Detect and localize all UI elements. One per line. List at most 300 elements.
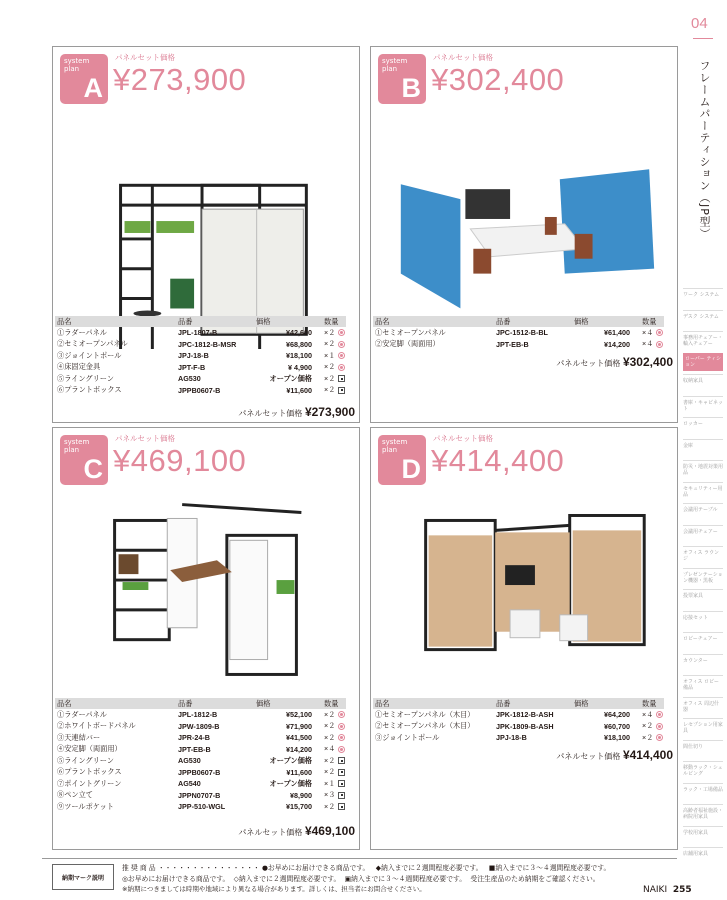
cell-text: JPR-24-B <box>178 733 210 743</box>
table-cell <box>574 710 630 719</box>
plan-card-b <box>370 46 678 423</box>
set-total <box>556 748 673 762</box>
cell-text: ¥60,700 <box>604 721 630 731</box>
cell-text: ③天連結バー <box>57 732 101 742</box>
cell-text: ×２ <box>324 373 336 383</box>
table-cell <box>256 768 312 777</box>
table-header-cell: 品番 <box>178 698 193 708</box>
recommended-mark-icon <box>338 352 345 359</box>
cell-text: ¥71,900 <box>286 721 312 731</box>
cell-text: ×４ <box>642 709 654 719</box>
table-cell <box>178 802 256 811</box>
cell-text: ¥18,100 <box>604 733 630 743</box>
recommended-mark-icon <box>338 746 345 753</box>
table-cell <box>630 733 664 743</box>
table-cell <box>312 710 346 720</box>
cell-text: ×２ <box>324 721 336 731</box>
table-cell <box>373 339 496 349</box>
table-cell <box>256 710 312 719</box>
recommended-mark-icon <box>656 734 663 741</box>
cell-text: ④安定脚（両面用） <box>57 744 122 754</box>
table-row <box>55 755 346 767</box>
set-total-label: パネルセット価格 <box>238 409 303 418</box>
table-cell <box>55 339 178 349</box>
table-header-cell: 品番 <box>496 698 511 708</box>
cell-text: ×４ <box>642 327 654 337</box>
table-header-cell: 数量 <box>642 316 657 326</box>
legend-mark-4: ◎お早めにお届けできる商品です。 <box>122 875 230 883</box>
cell-text: オープン価格 <box>269 755 312 765</box>
table-row <box>55 709 346 721</box>
recommended-mark-icon <box>656 711 663 718</box>
footer-brand: NAIKI <box>643 885 668 895</box>
sidebar-nav-item[interactable]: プレゼンテーション機器・黒板 <box>683 568 723 584</box>
sidebar-nav-item[interactable]: ロビーチェアー <box>683 632 723 642</box>
sidebar-nav-item[interactable]: 店舗用家具 <box>683 847 723 857</box>
table-cell <box>256 733 312 742</box>
cell-text: ①ラダーパネル <box>57 327 107 337</box>
table-header-cell: 品名 <box>375 698 390 708</box>
cell-text: ¥15,700 <box>286 802 312 812</box>
table-cell <box>312 767 346 777</box>
table-row <box>55 373 346 385</box>
table-cell <box>55 710 178 720</box>
table-cell <box>55 362 178 372</box>
recommended-mark-icon <box>338 723 345 730</box>
table-cell <box>574 722 630 731</box>
table-cell <box>312 744 346 754</box>
set-total-label: パネルセット価格 <box>556 752 621 761</box>
cell-text: JPJ-18-B <box>496 733 527 743</box>
table-cell <box>312 790 346 800</box>
plan-badge <box>378 54 426 104</box>
delivery-mark-icon <box>338 769 345 776</box>
table-row <box>373 732 664 744</box>
table-header-cell: 価格 <box>574 698 589 708</box>
cell-text: ¥52,100 <box>286 710 312 720</box>
cell-text: ⑤ライングリーン <box>57 755 114 765</box>
table-cell <box>312 721 346 731</box>
table-row <box>373 721 664 733</box>
plan-card-c <box>52 427 360 850</box>
table-cell <box>373 328 496 338</box>
table-row <box>55 744 346 756</box>
set-price-label: パネルセット価格 <box>115 434 175 443</box>
parts-table-c <box>55 698 346 813</box>
cell-text: オープン価格 <box>269 373 312 383</box>
sidebar-nav-item[interactable]: 会議用テーブル <box>683 503 723 513</box>
table-row <box>373 339 664 351</box>
table-row <box>55 732 346 744</box>
table-header <box>55 316 346 327</box>
table-cell <box>256 745 312 754</box>
set-total <box>238 824 355 838</box>
table-cell <box>312 328 346 338</box>
sidebar-nav-item[interactable]: ローパー ティション <box>683 353 723 371</box>
table-header <box>373 316 664 327</box>
set-price-label: パネルセット価格 <box>115 53 175 62</box>
table-row <box>55 767 346 779</box>
cell-text: JPL-1807-B <box>178 328 218 338</box>
cell-text: ①セミオープンパネル <box>375 327 446 337</box>
table-cell <box>178 351 256 360</box>
recommended-mark-icon <box>338 734 345 741</box>
cell-text: ¥42,600 <box>286 328 312 338</box>
table-cell <box>312 385 346 395</box>
table-cell <box>373 721 496 731</box>
sidebar-nav-item[interactable]: オフィス 周辺什器 <box>683 697 723 713</box>
cell-text: ①セミオープンパネル（木目） <box>375 709 475 719</box>
delivery-mark-icon <box>338 757 345 764</box>
cell-text: JPC-1512-B-BL <box>496 328 548 338</box>
cell-text: ②安定脚（両面用） <box>375 339 440 349</box>
cell-text: JPC-1812-B-MSR <box>178 339 237 349</box>
sidebar-nav-item[interactable]: カウンター <box>683 654 723 664</box>
legend-line-2 <box>122 873 600 883</box>
cell-text: ⑤ライングリーン <box>57 373 114 383</box>
plan-label: system plan <box>382 57 408 73</box>
plan-letter: C <box>83 454 103 484</box>
plan-card-d <box>370 427 678 850</box>
cell-text: JPPB0607-B <box>178 385 221 395</box>
table-cell <box>312 374 346 384</box>
legend-mark-7: 受注生産品のため納期をご確認ください。 <box>470 875 600 883</box>
recommended-mark-icon <box>338 329 345 336</box>
cell-text: ×４ <box>642 339 654 349</box>
sidebar-nav-item[interactable]: オフィス ロビー備品 <box>683 675 723 691</box>
table-cell <box>55 385 178 395</box>
table-cell <box>630 339 664 349</box>
cell-text: ×２ <box>324 801 336 811</box>
cell-text: ②セミオープンパネル（木目） <box>375 721 475 731</box>
sidebar-nav-item[interactable]: ラック・工場備品 <box>683 783 723 793</box>
table-cell <box>312 351 346 361</box>
delivery-mark-icon <box>338 803 345 810</box>
cell-text: ¥11,600 <box>286 385 312 395</box>
legend-mark-1: ●お早めにお届けできる商品です。 <box>261 864 370 872</box>
set-total-label: パネルセット価格 <box>556 359 621 368</box>
cell-text: ⑦ポイントグリーン <box>57 778 122 788</box>
table-cell <box>55 744 178 754</box>
cell-text: JPT-F-B <box>178 362 206 372</box>
table-cell <box>256 340 312 349</box>
table-row <box>55 339 346 351</box>
plan-badge <box>378 435 426 485</box>
table-cell <box>256 328 312 337</box>
table-cell <box>574 328 630 337</box>
sidebar-nav-item[interactable]: 金庫 <box>683 439 723 449</box>
table-cell <box>178 768 256 777</box>
table-header <box>55 698 346 709</box>
cell-text: ×２ <box>642 721 654 731</box>
plan-price: ¥469,100 <box>113 443 247 478</box>
table-cell <box>312 339 346 349</box>
table-cell <box>256 363 312 372</box>
table-header-cell: 価格 <box>256 316 271 326</box>
cell-text: ¥61,400 <box>604 328 630 338</box>
sidebar-nav-item[interactable]: 間仕切り <box>683 740 723 750</box>
plan-badge <box>60 435 108 485</box>
parts-table-a <box>55 316 346 396</box>
cell-text: ×２ <box>324 732 336 742</box>
table-header-cell: 数量 <box>324 316 339 326</box>
cell-text: AG530 <box>178 374 201 384</box>
table-cell <box>312 362 346 372</box>
table-cell <box>55 802 178 812</box>
table-cell <box>496 710 574 719</box>
table-row <box>55 801 346 813</box>
set-total-value: ¥414,400 <box>622 748 673 762</box>
product-photo-a <box>53 109 359 349</box>
page-number: 04 <box>691 15 708 32</box>
cell-text: JPT-EB-B <box>496 339 529 349</box>
sidebar-nav-item[interactable]: 高齢者福祉施設・病院用家具 <box>683 804 723 820</box>
table-header-cell: 価格 <box>574 316 589 326</box>
set-total <box>556 355 673 369</box>
table-cell <box>256 386 312 395</box>
table-header-cell: 品名 <box>57 698 72 708</box>
table-cell <box>630 710 664 720</box>
cell-text: ④床固定金具 <box>57 362 101 372</box>
sidebar-nav-item[interactable]: ワーク システム <box>683 288 723 298</box>
table-cell <box>178 374 256 383</box>
table-cell <box>178 722 256 731</box>
product-photo-c <box>53 490 359 690</box>
product-photo-d <box>371 490 677 690</box>
sidebar-nav-item[interactable]: デスク システム <box>683 310 723 320</box>
cell-text: JPK-1812-B-ASH <box>496 710 554 720</box>
table-cell <box>55 721 178 731</box>
recommended-mark-icon <box>656 723 663 730</box>
cell-text: ⑧ペン立て <box>57 790 93 800</box>
table-row <box>373 709 664 721</box>
cell-text: ×２ <box>324 767 336 777</box>
table-row <box>55 350 346 362</box>
recommended-mark-icon <box>338 711 345 718</box>
table-cell <box>574 733 630 742</box>
legend-box: 納期マーク説明 <box>52 864 114 890</box>
cell-text: JPJ-18-B <box>178 351 209 361</box>
table-cell <box>373 733 496 743</box>
cell-text: ×１ <box>324 350 336 360</box>
table-cell <box>496 722 574 731</box>
table-row <box>55 327 346 339</box>
table-row <box>55 362 346 374</box>
cell-text: ×２ <box>642 732 654 742</box>
table-cell <box>373 710 496 720</box>
table-row <box>55 721 346 733</box>
sidebar-nav-item[interactable]: 応接セット <box>683 611 723 621</box>
table-cell <box>312 756 346 766</box>
table-cell <box>496 340 574 349</box>
table-cell <box>256 722 312 731</box>
sidebar-nav-item[interactable]: レセプション用家具 <box>683 718 723 734</box>
table-cell <box>256 791 312 800</box>
cell-text: ¥41,500 <box>286 733 312 743</box>
table-cell <box>630 721 664 731</box>
legend-line-1 <box>122 862 610 872</box>
sidebar-nav-item[interactable]: 投票家具 <box>683 589 723 599</box>
cell-text: JPPN0707-B <box>178 790 221 800</box>
table-cell <box>312 733 346 743</box>
cell-text: ⑨ツールポケット <box>57 801 114 811</box>
table-row <box>55 385 346 397</box>
cell-text: ×３ <box>324 790 336 800</box>
plan-card-a <box>52 46 360 423</box>
plan-price: ¥302,400 <box>431 62 565 97</box>
table-cell <box>256 351 312 360</box>
sidebar-nav-item[interactable]: 学校用家具 <box>683 826 723 836</box>
cell-text: AG530 <box>178 756 201 766</box>
cell-text: ¥18,100 <box>286 351 312 361</box>
table-cell <box>178 710 256 719</box>
set-price-label: パネルセット価格 <box>433 53 493 62</box>
table-cell <box>256 374 312 384</box>
legend-mark-2: ◆納入までに２週間程度必要です。 <box>375 864 483 872</box>
table-cell <box>178 756 256 765</box>
cell-text: ×２ <box>324 385 336 395</box>
cell-text: ×２ <box>324 327 336 337</box>
set-total-value: ¥302,400 <box>622 355 673 369</box>
cell-text: ×４ <box>324 744 336 754</box>
cell-text: JPPB0607-B <box>178 767 221 777</box>
table-cell <box>55 351 178 361</box>
set-price-label: パネルセット価格 <box>433 434 493 443</box>
table-header-cell: 数量 <box>642 698 657 708</box>
legend-mark-5: ◇納入までに２週間程度必要です。 <box>233 875 341 883</box>
plan-label: system plan <box>64 438 90 454</box>
sidebar-nav-item[interactable]: 会議用チェアー <box>683 525 723 535</box>
legend-mark-3: ■納入までに３～４週間程度必要です。 <box>488 864 611 872</box>
cell-text: ¥8,900 <box>290 790 312 800</box>
table-cell <box>178 791 256 800</box>
sidebar-nav-item[interactable]: セキュリティー用品 <box>683 482 723 498</box>
table-cell <box>574 340 630 349</box>
table-cell <box>178 386 256 395</box>
recommended-mark-icon <box>338 341 345 348</box>
table-row <box>55 778 346 790</box>
plan-letter: A <box>83 73 103 103</box>
table-cell <box>55 328 178 338</box>
sidebar-nav-item[interactable]: 事務用チェアー・輪入チェアー <box>683 331 723 347</box>
table-cell <box>312 802 346 812</box>
delivery-mark-icon <box>338 780 345 787</box>
cell-text: ×２ <box>324 755 336 765</box>
cell-text: JPK-1809-B-ASH <box>496 721 554 731</box>
cell-text: ¥68,800 <box>286 339 312 349</box>
cell-text: ⑥プラントボックス <box>57 385 122 395</box>
table-cell <box>256 802 312 811</box>
cell-text: AG540 <box>178 779 201 789</box>
table-cell <box>178 363 256 372</box>
table-header-cell: 価格 <box>256 698 271 708</box>
recommended-mark-icon <box>338 364 345 371</box>
delivery-mark-icon <box>338 375 345 382</box>
cell-text: ②セミオープンパネル <box>57 339 128 349</box>
cell-text: ×２ <box>324 362 336 372</box>
plan-letter: D <box>401 454 421 484</box>
cell-text: オープン価格 <box>269 778 312 788</box>
page-footer <box>643 885 692 895</box>
table-cell <box>256 779 312 789</box>
table-header-cell: 品番 <box>496 316 511 326</box>
table-cell <box>178 745 256 754</box>
table-cell <box>178 779 256 788</box>
plan-letter: B <box>401 73 421 103</box>
table-cell <box>55 733 178 743</box>
cell-text: ②ホワイトボードパネル <box>57 721 136 731</box>
set-total-label: パネルセット価格 <box>238 828 303 837</box>
sidebar-nav-item[interactable]: ロッカー <box>683 417 723 427</box>
delivery-mark-legend <box>42 858 677 895</box>
table-header-cell: 品名 <box>375 316 390 326</box>
table-cell <box>496 733 574 742</box>
table-cell <box>178 328 256 337</box>
table-cell <box>178 340 256 349</box>
cell-text: ¥64,200 <box>604 710 630 720</box>
legend-note: ※納期につきましては時期や地域により異なる場合があります。詳しくは、担当者にお問合せください。 <box>122 885 426 893</box>
table-cell <box>55 374 178 384</box>
table-header-cell: 品名 <box>57 316 72 326</box>
table-row <box>55 790 346 802</box>
table-cell <box>55 756 178 766</box>
cell-text: JPW-1809-B <box>178 721 220 731</box>
table-cell <box>55 767 178 777</box>
plan-label: system plan <box>382 438 408 454</box>
footer-page: 255 <box>672 885 692 895</box>
set-total-value: ¥469,100 <box>304 824 355 838</box>
set-total-value: ¥273,900 <box>304 405 355 419</box>
cell-text: ×２ <box>324 339 336 349</box>
sidebar-nav-item[interactable]: 収納家具 <box>683 374 723 384</box>
recommended-mark-icon <box>656 341 663 348</box>
cell-text: ③ジョイントポール <box>57 350 122 360</box>
recommended-mark-icon <box>656 329 663 336</box>
delivery-mark-icon <box>338 387 345 394</box>
cell-text: JPL-1812-B <box>178 710 218 720</box>
cell-text: JPT-EB-B <box>178 744 211 754</box>
legend-mark-6: ▣納入までに３～４週間程度必要です。 <box>344 875 467 883</box>
plan-label: system plan <box>64 57 90 73</box>
cell-text: ¥14,200 <box>604 339 630 349</box>
plan-price: ¥273,900 <box>113 62 247 97</box>
cell-text: JPP-510-WGL <box>178 802 226 812</box>
product-photo-b <box>371 109 677 319</box>
sidebar-nav-item[interactable]: 移動ラック・シェルビング <box>683 761 723 777</box>
cell-text: ¥ 4,900 <box>288 362 312 372</box>
plan-price: ¥414,400 <box>431 443 565 478</box>
table-header-cell: 品番 <box>178 316 193 326</box>
delivery-mark-icon <box>338 792 345 799</box>
table-cell <box>55 790 178 800</box>
sidebar-nav-item[interactable]: 防災・地震対策用品 <box>683 460 723 476</box>
page-title: フレームパーティション（JP型） <box>698 60 711 240</box>
cell-text: ×２ <box>324 709 336 719</box>
parts-table-b <box>373 316 664 350</box>
cell-text: ①ラダーパネル <box>57 709 107 719</box>
parts-table-d <box>373 698 664 744</box>
cell-text: ¥14,200 <box>286 744 312 754</box>
table-cell <box>312 779 346 789</box>
set-total <box>238 405 355 419</box>
sidebar-nav-item[interactable]: 書庫・キャビネット <box>683 396 723 412</box>
page-number-rule <box>693 38 713 39</box>
table-cell <box>55 779 178 789</box>
table-header <box>373 698 664 709</box>
cell-text: ×１ <box>324 778 336 788</box>
table-cell <box>178 733 256 742</box>
sidebar-nav-item[interactable]: オフィス ラウンジ <box>683 546 723 562</box>
